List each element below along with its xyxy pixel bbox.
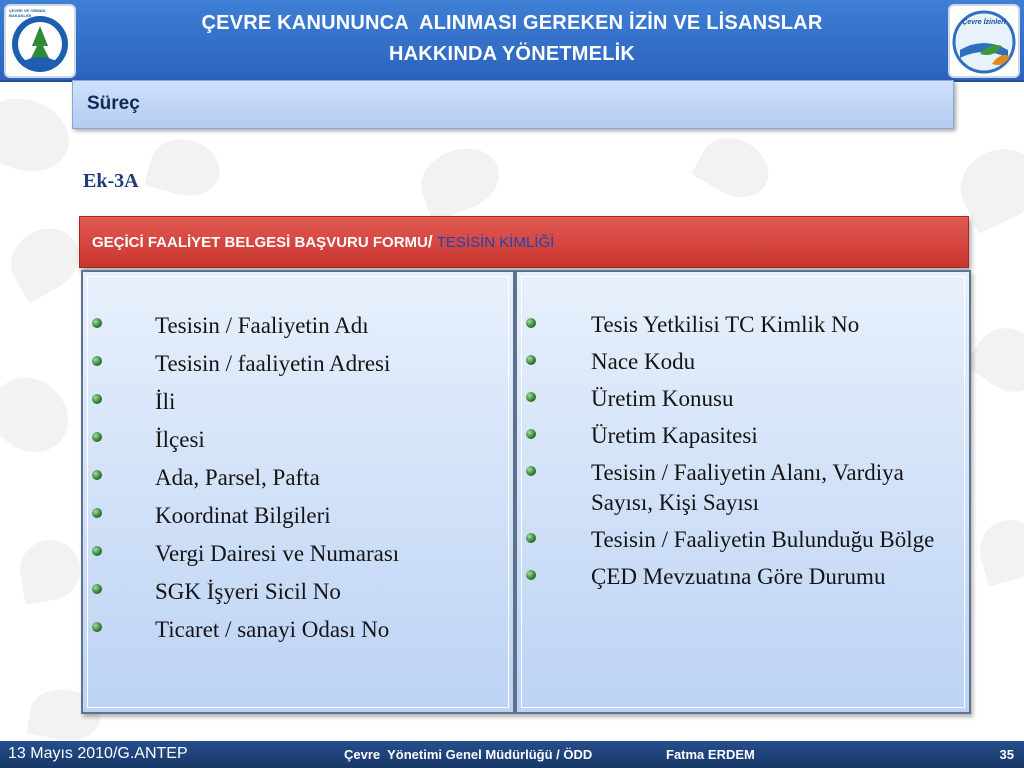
page-title xyxy=(80,8,944,70)
left-field-list xyxy=(81,270,515,714)
footer-organization: Çevre Yönetimi Genel Müdürlüğü / ÖDD xyxy=(344,747,593,762)
list-item-text: Koordinat Bilgileri xyxy=(155,503,331,528)
ministry-logo-text: ÇEVRE VE ORMAN BAKANLIĞI xyxy=(9,8,46,18)
list-item-text: Ticaret / sanayi Odası No xyxy=(155,617,390,642)
list-item xyxy=(91,424,501,455)
bullet-icon xyxy=(92,432,102,442)
bullet-icon xyxy=(526,429,536,439)
form-header xyxy=(79,216,969,268)
cevre-izinleri-logo-text: Çevre İzinleri xyxy=(962,19,1006,26)
list-item-text: Tesisin / faaliyetin Adresi xyxy=(155,351,391,376)
list-item xyxy=(91,576,501,607)
list-item xyxy=(525,421,961,451)
list-item-text: Üretim Konusu xyxy=(591,386,734,411)
bullet-icon xyxy=(92,622,102,632)
bullet-icon xyxy=(526,355,536,365)
right-field-list xyxy=(515,270,971,714)
list-item xyxy=(91,614,501,645)
list-item-text: ÇED Mevzuatına Göre Durumu xyxy=(591,564,886,589)
list-item-text: SGK İşyeri Sicil No xyxy=(155,579,341,604)
list-item-text: Tesisin / Faaliyetin Bulunduğu Bölge xyxy=(591,527,935,552)
list-item xyxy=(91,500,501,531)
ministry-logo xyxy=(4,4,76,78)
bullet-icon xyxy=(92,584,102,594)
bullet-icon xyxy=(92,356,102,366)
slide-header xyxy=(0,0,1024,82)
list-item xyxy=(525,458,961,518)
list-item-text: Vergi Dairesi ve Numarası xyxy=(155,541,400,566)
list-item xyxy=(525,525,961,555)
bullet-icon xyxy=(526,570,536,580)
form-subtitle: TESİSİN KİMLİĞİ xyxy=(436,234,555,251)
list-item xyxy=(91,462,501,493)
list-item-text: Nace Kodu xyxy=(591,349,696,374)
page-number: 35 xyxy=(999,747,1014,762)
page-title-line-1: ÇEVRE KANUNUNCA ALINMASI GEREKEN İZİN VE LİSANSLAR xyxy=(201,12,823,34)
bullet-icon xyxy=(526,533,536,543)
list-item xyxy=(525,347,961,377)
list-item-text: Ada, Parsel, Pafta xyxy=(155,465,320,490)
list-item xyxy=(91,310,501,341)
footer-author: Fatma ERDEM xyxy=(666,747,755,762)
bullet-icon xyxy=(92,318,102,328)
list-item-text: Tesis Yetkilisi TC Kimlik No xyxy=(591,312,860,337)
slide-footer xyxy=(0,741,1024,768)
list-item xyxy=(525,562,961,592)
footer-date-location: 13 Mayıs 2010/G.ANTEP xyxy=(8,745,188,762)
section-title: Süreç xyxy=(87,93,140,114)
list-item-text: Tesisin / Faaliyetin Adı xyxy=(155,313,369,338)
annex-label: Ek-3A xyxy=(83,170,139,192)
list-item xyxy=(91,386,501,417)
bullet-icon xyxy=(92,546,102,556)
bullet-icon xyxy=(526,466,536,476)
list-item xyxy=(91,348,501,379)
list-item-text: İlçesi xyxy=(155,427,205,452)
list-item xyxy=(91,538,501,569)
form-title-separator: / xyxy=(427,232,433,251)
page-title-line-2: HAKKINDA YÖNETMELİK xyxy=(388,43,636,65)
environment-permits-icon xyxy=(950,6,1018,76)
list-item-text: Tesisin / Faaliyetin Alanı, Vardiya Sayısı, Kişi Sayısı xyxy=(591,460,904,515)
form-title-main: GEÇİCİ FAALİYET BELGESİ BAŞVURU FORMU xyxy=(92,234,428,251)
section-bar xyxy=(72,80,954,129)
bullet-icon xyxy=(92,394,102,404)
bullet-icon xyxy=(92,508,102,518)
bullet-icon xyxy=(526,318,536,328)
form-title xyxy=(92,232,554,252)
list-item xyxy=(525,384,961,414)
list-item xyxy=(525,310,961,340)
bullet-icon xyxy=(92,470,102,480)
list-item-text: İli xyxy=(155,389,176,414)
bullet-icon xyxy=(526,392,536,402)
cevre-izinleri-logo xyxy=(948,4,1020,78)
list-item-text: Üretim Kapasitesi xyxy=(591,423,758,448)
